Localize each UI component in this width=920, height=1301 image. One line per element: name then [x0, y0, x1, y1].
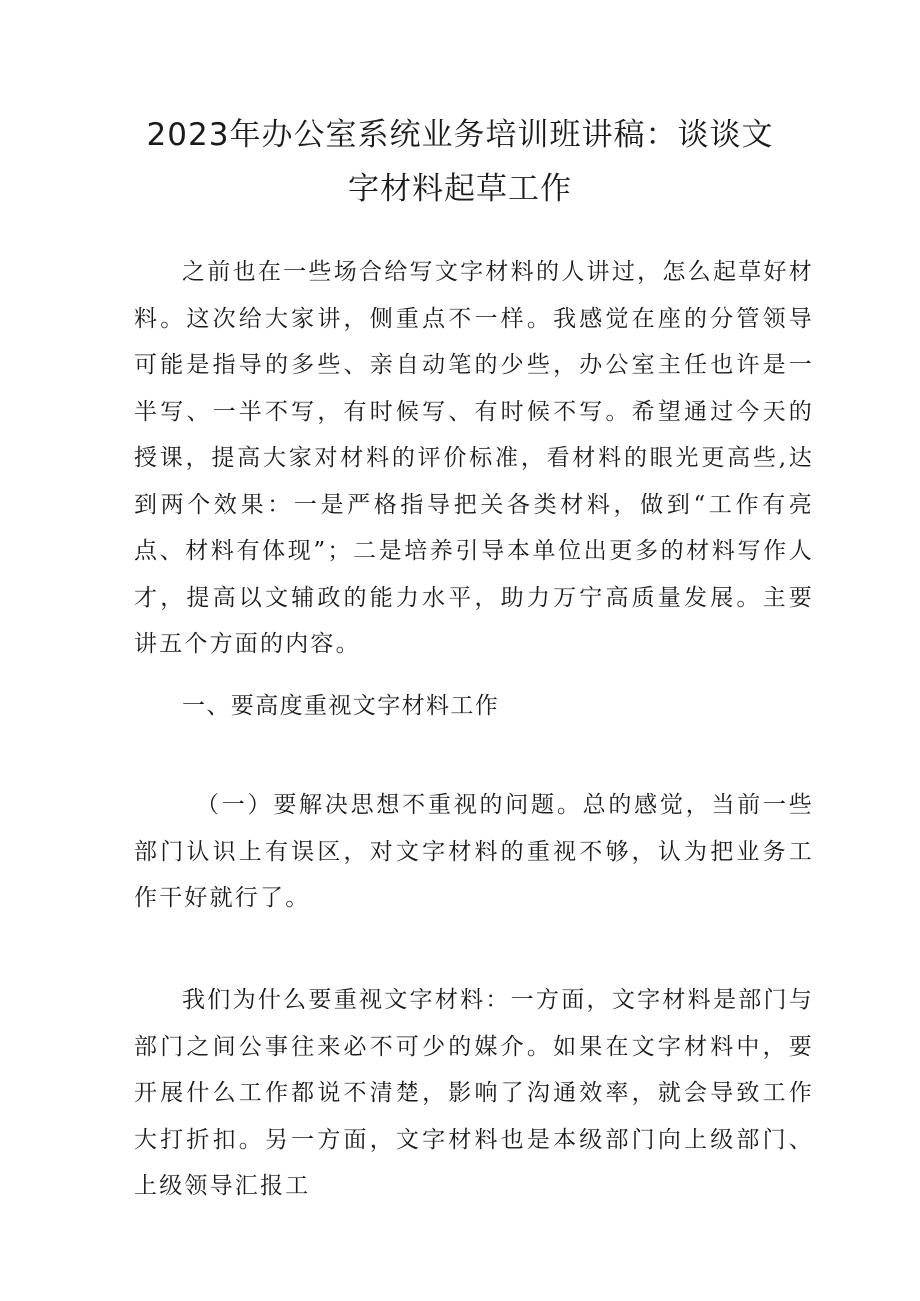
sub-point-1: （一）要解决思想不重视的问题。总的感觉，当前一些部门认识上有误区，对文字材料的重视不够，认为把业务工作干好就行了。 [134, 792, 814, 911]
intro-paragraph: 之前也在一些场合给写文字材料的人讲过，怎么起草好材料。这次给大家讲，侧重点不一样。我感觉在座的分管领导可能是指导的多些、亲自动笔的少些，办公室主任也许是一半写、一半不写，有时候写、有时候不写。希望通过今天的授课，提高大家对材料的评价标准，看材料的眼光更高些,达到两个效果：一是严格指导把关各类材料，做到“工作有亮点、材料有体现”；二是培养引导本单位出更多的材料写作人才，提高以文辅政的能力水平，助力万宁高质量发展。主要讲五个方面的内容。 [134, 259, 814, 657]
reason-paragraph: 我们为什么要重视文字材料：一方面，文字材料是部门与部门之间公事往来必不可少的媒介。如果在文字材料中，要开展什么工作都说不清楚，影响了沟通效率，就会导致工作大打折扣。另一方面，文字材料也是本级部门向上级部门、上级领导汇报工 [134, 987, 814, 1199]
document-title [120, 108, 800, 216]
section-heading-1: 一、要高度重视文字材料工作 [182, 693, 500, 719]
document-title-line-2: 字材料起草工作 [348, 171, 572, 207]
document-title-line-1: 2023年办公室系统业务培训班讲稿：谈谈文 [146, 117, 774, 153]
